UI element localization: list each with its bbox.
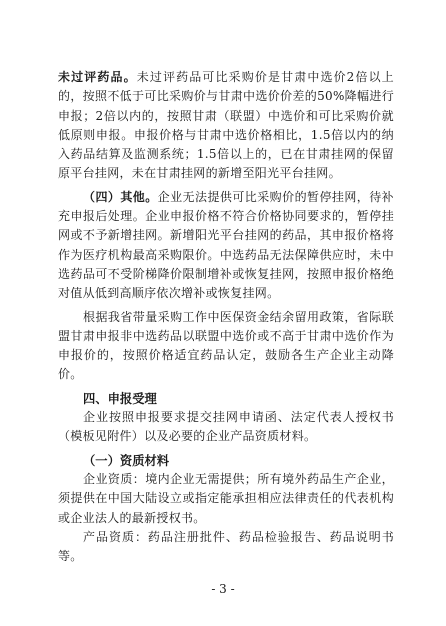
document-body — [58, 68, 394, 566]
section-title-application: 四、申报受理 — [83, 390, 157, 406]
heading-others: （四）其他。 — [83, 189, 158, 204]
paragraph-others-text: 企业无法提供可比采购价的暂停挂网，待补充申报后处理。企业申报价格不符合价格协同要求的，暂停挂网或不予新增挂网。新增阳光平台挂网的药品，其申报价格将作为医疗机构最高采购限价。中选药品无法保障供应时，未中选药品可不受阶梯降价限制增补或恢复挂网，按照申报价格绝对值从低到高顺序依次增补或恢复挂网。 — [58, 189, 394, 301]
paragraph-product-qualification: 产品资质：药品注册批件、药品检验报告、药品说明书等。 — [58, 529, 394, 564]
paragraph-others — [58, 188, 394, 304]
page-number: - 3 - — [211, 582, 235, 596]
paragraph-policy: 根据我省带量采购工作中医保资金结余留用政策，省际联盟甘肃申报非中选药品以联盟中选价或不高于甘肃中选价作为申报价的，按照价格适宜药品认定，鼓励各生产企业主动降价。 — [58, 309, 394, 382]
paragraph-enterprise-qualification: 企业资质：境内企业无需提供；所有境外药品生产企业，须提供在中国大陆设立或指定能承担相应法律责任的代表机构或企业法人的最新授权书。 — [58, 471, 394, 525]
paragraph-application: 企业按照申报要求提交挂网申请函、法定代表人授权书（模板见附件）以及必要的企业产品资质材料。 — [58, 410, 394, 444]
paragraph-unreviewed-drugs — [58, 68, 394, 184]
heading-unreviewed-drugs: 未过评药品。 — [58, 70, 137, 84]
paragraph-unreviewed-drugs-text: 未过评药品可比采购价是甘肃中选价2倍以上的，按照不低于可比采购价与甘肃中选价价差的50%降幅进行申报；2倍以内的，按照甘肃（联盟）中选价和可比采购价就低原则申报。申报价格与甘肃中选价格相比，1.5倍以内的纳入药品结算及监测系统；1.5倍以上的，已在甘肃挂网的保留原平台挂网，未在甘肃挂网的新增至阳光平台挂网。 — [58, 70, 394, 181]
subsection-title-qualification: （一）资质材料 — [83, 452, 170, 468]
